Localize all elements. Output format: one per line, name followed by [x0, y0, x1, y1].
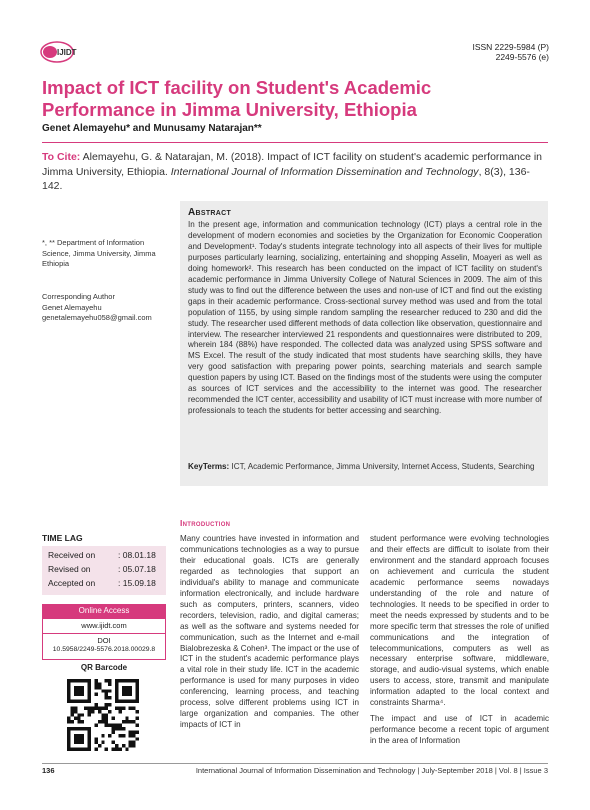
introduction-column-2 — [370, 534, 549, 747]
introduction-paragraph: student performance were evolving technologies and their effects are difficult to isolate from their environment and the standard approach focuses on achievement and curricula the student academic performance seems nowadays understanding of the role and nature of technologies. It needs to be specified in order to meet the needs expressed by students and to be more specific term that stresses the role of unified communications and the integration of telecommunications, computers as well as necessary enterprise software, middleware, storage, and audio-visual systems, which enable users to access, store, transmit and manipulate information adapted to the local context and constraints Sharma⁴. — [370, 534, 549, 708]
corresponding-label: Corresponding Author — [42, 292, 115, 301]
time-lag-heading: TIME LAG — [42, 533, 83, 543]
revised-value: : 05.07.18 — [118, 564, 156, 574]
citation-divider — [42, 142, 548, 143]
accepted-label: Accepted on — [48, 578, 96, 588]
online-access-divider — [42, 633, 166, 634]
page-number: 136 — [42, 766, 55, 775]
logo-text: IJIDT — [57, 48, 77, 57]
online-access-heading: Online Access — [42, 604, 166, 618]
footer-divider — [42, 763, 548, 764]
journal-logo — [37, 38, 83, 66]
citation-label: To Cite: — [42, 151, 81, 163]
affiliation: *, ** Department of Information Science, Jimma University, Jimma Ethiopia — [42, 238, 156, 268]
qr-label: QR Barcode — [80, 663, 128, 672]
keywords-text: ICT, Academic Performance, Jimma University, Internet Access, Students, Searching — [231, 462, 535, 471]
introduction-paragraph: The impact and use of ICT in academic performance become a recent topic of argument in the area of Information — [370, 714, 549, 746]
revised-label: Revised on — [48, 564, 91, 574]
introduction-column-1: Many countries have invested in information and communications technologies as a way to pursue their educational goals. ICTs are generally regarded as technologies that support an individual's ability to manage and communicate information electronically, and include hardware such as computers, printers, scanners, video recorders, television, radio, and digital cameras; as well as the software and systems needed for communication, such as the Internet and e-mail Bialobrezeska & Cohen³. The impact or the use of ICT in the student's academic performance plays a vital role in their study life. ICT in the academic performance is used for many purposes in video conferencing, learning process, and teaching process, solve different problems using ICT in large organization and companies. The other impacts of ICT in — [180, 534, 359, 730]
received-value: : 08.01.18 — [118, 550, 156, 560]
issn-print: ISSN 2229-5984 (P) — [472, 42, 549, 52]
citation-volume: , 8(3), 136-142. — [42, 165, 530, 192]
corresponding-email[interactable]: genetalemayehu058@gmail.com — [42, 313, 152, 322]
qr-code-icon[interactable] — [67, 679, 139, 751]
introduction-heading: Introduction — [180, 518, 231, 528]
received-label: Received on — [48, 550, 96, 560]
doi-label: DOI — [97, 636, 111, 645]
citation-journal: International Journal of Information Dissemination and Technology — [170, 165, 479, 178]
issn-online: 2249-5576 (e) — [495, 52, 549, 62]
accepted-value: : 15.09.18 — [118, 578, 156, 588]
issn-block — [472, 42, 549, 62]
journal-url[interactable]: www.ijidt.com — [81, 621, 127, 630]
corresponding-author — [42, 292, 167, 324]
keywords-label: KeyTerms: — [188, 462, 230, 471]
corresponding-name: Genet Alemayehu — [42, 302, 102, 312]
citation-text: Alemayehu, G. & Natarajan, M. (2018). Impact of ICT facility on student's academic performance in Jimma University, Ethiopia. — [42, 151, 543, 178]
abstract-heading: Abstract — [188, 207, 232, 218]
citation — [42, 150, 548, 194]
keywords — [188, 462, 542, 473]
doi-value[interactable]: 10.5958/2249-5576.2018.00029.8 — [52, 646, 156, 653]
footer-journal-line: International Journal of Information Dissemination and Technology | July-September 2018 | Vol. 8 | Issue 3 — [195, 766, 548, 775]
article-authors: Genet Alemayehu* and Munusamy Natarajan** — [42, 123, 262, 134]
abstract-text: In the present age, information and communication technology (ICT) plays a central role in the development of modern economies and societies by the Organization for Economic Cooperation and Development¹. Today's students integrate technology into all aspects of their lives for multiple purposes particularly learning, socializing, entertaining and shopping Asselin, Moayeri as well as doing homework². This research has been conducted on the impact of ICT facility on student's academic performance in Jimma University College of Natural Sciences in 2009. The aim of this study was to find out the difference between the uses and non-use of ICT and find out the existing gaps in their academic performance. Cross-sectional survey method was used and from the total population of 1155, by using simple random sampling the researcher reduced to 230 and did the study. The researcher used different methods of data collection like observation, questionnaire and interview. The researcher interviewed 21 respondents and questionnaires were distributed to 209, wherein 184 (88%) have responded. The collected data was analyzed using SPSS software and MS Excel. The result of the study indicated that most students have searching skills, they have very good satisfaction with preparing power points, searching materials and search sample question papers by using ICT. Based on the findings most of the students were using the computer as sources of ICT services and the accessibility to the internet was good. The researcher recommended the ICT center, accessibility and usability of ICT must increase with more number of professionals to teach the students for better accessing and searching. — [188, 220, 542, 416]
article-title: Impact of ICT facility on Student's Academic Performance in Jimma University, Ethiopia — [42, 77, 432, 120]
